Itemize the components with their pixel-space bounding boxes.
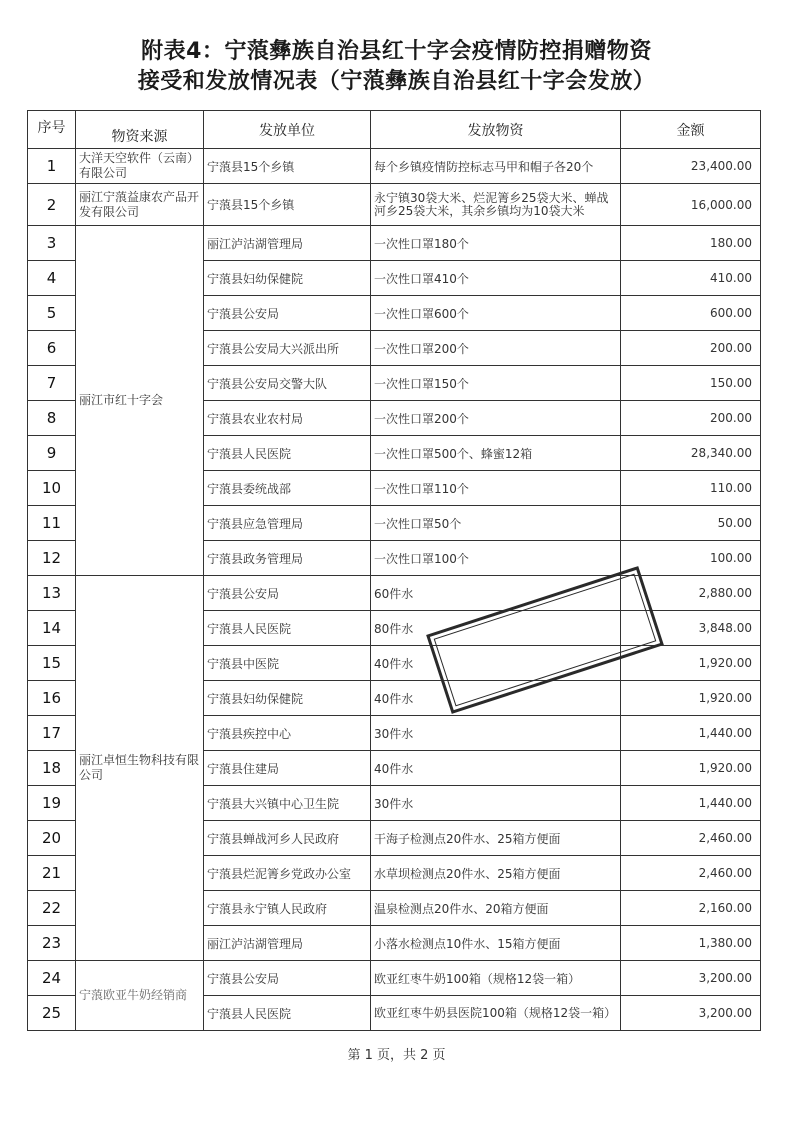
row-goods: 一次性口罩200个 <box>371 401 621 436</box>
row-unit: 宁蒗县妇幼保健院 <box>204 681 371 716</box>
row-goods: 30件水 <box>371 716 621 751</box>
row-goods: 60件水 <box>371 576 621 611</box>
row-unit: 宁蒗县应急管理局 <box>204 506 371 541</box>
row-no: 11 <box>28 506 76 541</box>
row-amount: 2,460.00 <box>621 856 761 891</box>
row-no: 18 <box>28 751 76 786</box>
row-no: 2 <box>28 184 76 226</box>
row-no: 3 <box>28 226 76 261</box>
row-amount: 110.00 <box>621 471 761 506</box>
row-no: 12 <box>28 541 76 576</box>
row-amount: 3,200.00 <box>621 961 761 996</box>
row-amount: 2,460.00 <box>621 821 761 856</box>
row-amount: 3,848.00 <box>621 611 761 646</box>
row-goods: 一次性口罩180个 <box>371 226 621 261</box>
row-no: 13 <box>28 576 76 611</box>
row-goods: 一次性口罩200个 <box>371 331 621 366</box>
row-goods: 一次性口罩410个 <box>371 261 621 296</box>
row-unit: 宁蒗县大兴镇中心卫生院 <box>204 786 371 821</box>
row-amount: 1,920.00 <box>621 681 761 716</box>
row-amount: 23,400.00 <box>621 149 761 184</box>
row-no: 17 <box>28 716 76 751</box>
row-goods: 永宁镇30袋大米、烂泥箐乡25袋大米、蝉战河乡25袋大米，其余乡镇均为10袋大米 <box>371 184 621 226</box>
row-amount: 2,880.00 <box>621 576 761 611</box>
row-unit: 宁蒗县政务管理局 <box>204 541 371 576</box>
row-no: 14 <box>28 611 76 646</box>
table-row <box>28 576 761 611</box>
header-source: 物资来源 <box>76 111 204 149</box>
row-unit: 宁蒗县公安局交警大队 <box>204 366 371 401</box>
row-goods: 40件水 <box>371 751 621 786</box>
table-header-row <box>28 111 761 149</box>
row-no: 10 <box>28 471 76 506</box>
row-no: 5 <box>28 296 76 331</box>
row-no: 6 <box>28 331 76 366</box>
row-amount: 180.00 <box>621 226 761 261</box>
row-unit: 宁蒗县公安局 <box>204 576 371 611</box>
row-no: 19 <box>28 786 76 821</box>
row-unit: 宁蒗县蝉战河乡人民政府 <box>204 821 371 856</box>
row-goods: 小落水检测点10件水、15箱方便面 <box>371 926 621 961</box>
row-no: 21 <box>28 856 76 891</box>
table-row <box>28 149 761 184</box>
row-amount: 28,340.00 <box>621 436 761 471</box>
row-unit: 宁蒗县15个乡镇 <box>204 184 371 226</box>
row-no: 7 <box>28 366 76 401</box>
row-no: 22 <box>28 891 76 926</box>
row-goods: 一次性口罩150个 <box>371 366 621 401</box>
row-no: 25 <box>28 996 76 1031</box>
row-unit: 宁蒗县中医院 <box>204 646 371 681</box>
row-unit: 宁蒗县农业农村局 <box>204 401 371 436</box>
row-unit: 宁蒗县人民医院 <box>204 611 371 646</box>
row-goods: 一次性口罩600个 <box>371 296 621 331</box>
row-source: 大洋天空软件（云南）有限公司 <box>76 149 204 184</box>
header-no: 序号 <box>28 111 76 149</box>
row-unit: 宁蒗县住建局 <box>204 751 371 786</box>
row-amount: 50.00 <box>621 506 761 541</box>
row-amount: 1,380.00 <box>621 926 761 961</box>
row-no: 23 <box>28 926 76 961</box>
row-unit: 宁蒗县永宁镇人民政府 <box>204 891 371 926</box>
row-goods: 干海子检测点20件水、25箱方便面 <box>371 821 621 856</box>
donation-table <box>27 110 761 1031</box>
row-amount: 2,160.00 <box>621 891 761 926</box>
row-amount: 100.00 <box>621 541 761 576</box>
table-row <box>28 184 761 226</box>
header-amount: 金额 <box>621 111 761 149</box>
row-amount: 1,440.00 <box>621 786 761 821</box>
row-unit: 宁蒗县人民医院 <box>204 996 371 1031</box>
title-line-1: 附表4：宁蒗彝族自治县红十字会疫情防控捐赠物资 <box>141 39 652 64</box>
row-goods: 一次性口罩500个、蜂蜜12箱 <box>371 436 621 471</box>
row-goods: 一次性口罩110个 <box>371 471 621 506</box>
row-unit: 丽江泸沽湖管理局 <box>204 226 371 261</box>
row-goods: 一次性口罩100个 <box>371 541 621 576</box>
row-amount: 1,440.00 <box>621 716 761 751</box>
row-goods: 40件水 <box>371 681 621 716</box>
row-unit: 宁蒗县公安局 <box>204 296 371 331</box>
row-no: 24 <box>28 961 76 996</box>
row-unit: 宁蒗县疾控中心 <box>204 716 371 751</box>
header-unit: 发放单位 <box>204 111 371 149</box>
title-line-2: 接受和发放情况表（宁蒗彝族自治县红十字会发放） <box>137 69 656 94</box>
row-no: 4 <box>28 261 76 296</box>
row-no: 1 <box>28 149 76 184</box>
row-unit: 宁蒗县公安局大兴派出所 <box>204 331 371 366</box>
row-source: 丽江宁蒗益康农产品开发有限公司 <box>76 184 204 226</box>
row-amount: 150.00 <box>621 366 761 401</box>
row-unit: 宁蒗县15个乡镇 <box>204 149 371 184</box>
row-unit: 宁蒗县人民医院 <box>204 436 371 471</box>
row-goods: 80件水 <box>371 611 621 646</box>
row-goods: 30件水 <box>371 786 621 821</box>
row-source: 丽江市红十字会 <box>76 226 204 576</box>
row-no: 8 <box>28 401 76 436</box>
row-unit: 丽江泸沽湖管理局 <box>204 926 371 961</box>
row-amount: 1,920.00 <box>621 751 761 786</box>
row-amount: 1,920.00 <box>621 646 761 681</box>
row-amount: 16,000.00 <box>621 184 761 226</box>
row-amount: 600.00 <box>621 296 761 331</box>
table-row <box>28 226 761 261</box>
row-source: 宁蒗欧亚牛奶经销商 <box>76 961 204 1031</box>
row-unit: 宁蒗县烂泥箐乡党政办公室 <box>204 856 371 891</box>
row-amount: 3,200.00 <box>621 996 761 1031</box>
row-unit: 宁蒗县公安局 <box>204 961 371 996</box>
row-no: 16 <box>28 681 76 716</box>
row-unit: 宁蒗县妇幼保健院 <box>204 261 371 296</box>
table-row <box>28 961 761 996</box>
row-goods: 水草坝检测点20件水、25箱方便面 <box>371 856 621 891</box>
row-goods: 欧亚红枣牛奶县医院100箱（规格12袋一箱） <box>371 996 621 1031</box>
row-amount: 200.00 <box>621 401 761 436</box>
row-goods: 温泉检测点20件水、20箱方便面 <box>371 891 621 926</box>
row-amount: 410.00 <box>621 261 761 296</box>
row-goods: 每个乡镇疫情防控标志马甲和帽子各20个 <box>371 149 621 184</box>
row-goods: 欧亚红枣牛奶100箱（规格12袋一箱） <box>371 961 621 996</box>
row-no: 9 <box>28 436 76 471</box>
header-goods: 发放物资 <box>371 111 621 149</box>
row-amount: 200.00 <box>621 331 761 366</box>
page-footer: 第 1 页，共 2 页 <box>347 1048 446 1063</box>
row-goods: 一次性口罩50个 <box>371 506 621 541</box>
row-source: 丽江卓恒生物科技有限公司 <box>76 576 204 961</box>
row-no: 15 <box>28 646 76 681</box>
row-unit: 宁蒗县委统战部 <box>204 471 371 506</box>
row-no: 20 <box>28 821 76 856</box>
row-goods: 40件水 <box>371 646 621 681</box>
